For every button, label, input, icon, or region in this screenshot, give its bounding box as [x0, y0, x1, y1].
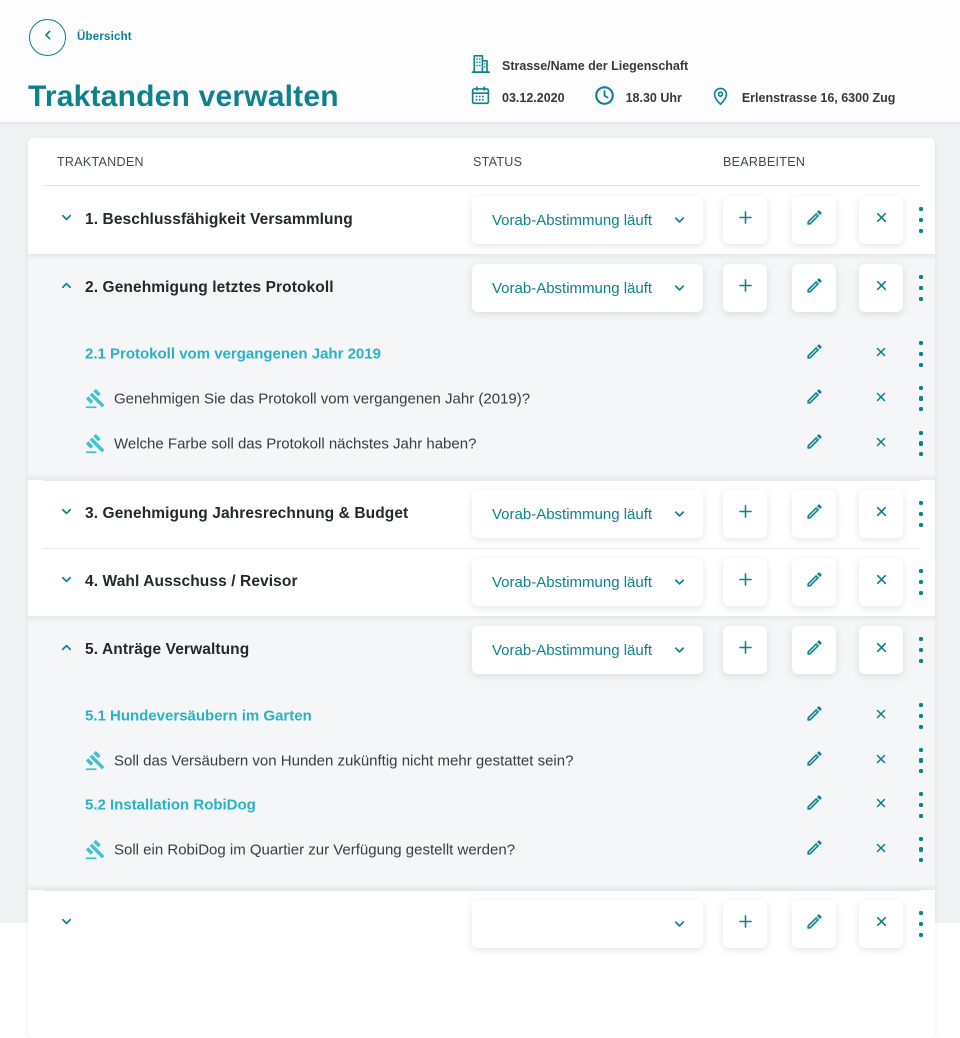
delete-button[interactable]	[859, 196, 903, 244]
delete-button[interactable]	[859, 828, 903, 872]
agenda-table-card	[28, 138, 935, 1038]
agenda-item-title: 2. Genehmigung letztes Protokoll	[85, 279, 334, 296]
chevron-down-icon	[672, 507, 687, 522]
more-options-button[interactable]	[914, 501, 928, 527]
sub-item-row	[28, 332, 935, 376]
close-icon	[875, 841, 887, 859]
question-text: Welche Farbe soll das Protokoll nächstes Jahr haben?	[114, 435, 477, 452]
question-text: Soll das Versäubern von Hunden zukünftig nicht mehr gestattet sein?	[114, 752, 574, 769]
sub-item-title: 2.1 Protokoll vom vergangenen Jahr 2019	[85, 345, 381, 363]
close-icon	[875, 345, 887, 363]
status-value: Vorab-Abstimmung läuft	[492, 573, 653, 591]
question-row	[28, 376, 935, 421]
delete-button[interactable]	[859, 490, 903, 538]
edit-button[interactable]	[792, 196, 836, 244]
delete-button[interactable]	[859, 626, 903, 674]
delete-button[interactable]	[859, 783, 903, 827]
sub-item-list	[28, 322, 935, 480]
expander-expand-button[interactable]	[55, 503, 77, 525]
close-icon	[875, 390, 887, 408]
sub-item-list	[28, 684, 935, 890]
more-options-button[interactable]	[914, 569, 928, 595]
close-icon	[875, 707, 887, 725]
property-label: Strasse/Name der Liegenschaft	[502, 59, 689, 73]
chevron-down-icon	[672, 917, 687, 932]
column-header-status: STATUS	[473, 155, 523, 169]
agenda-item-title: 4. Wahl Ausschuss / Revisor	[85, 573, 298, 590]
chevron-down-icon	[59, 504, 74, 524]
more-options-button[interactable]	[914, 275, 928, 301]
question-text: Soll ein RobiDog im Quartier zur Verfügung gestellt werden?	[114, 841, 516, 858]
close-icon	[875, 573, 888, 591]
chevron-down-icon	[672, 213, 687, 228]
expanded-agenda-group	[28, 254, 935, 480]
more-options-button[interactable]	[914, 386, 928, 412]
close-icon	[875, 752, 887, 770]
more-options-button[interactable]	[914, 207, 928, 233]
edit-button[interactable]	[792, 626, 836, 674]
agenda-row	[28, 186, 935, 254]
question-row	[28, 738, 935, 783]
status-dropdown[interactable]	[472, 558, 703, 606]
gavel-icon	[84, 433, 106, 455]
pencil-icon	[805, 638, 824, 662]
delete-button[interactable]	[859, 694, 903, 738]
expanded-agenda-group	[28, 616, 935, 890]
more-options-button[interactable]	[914, 431, 928, 457]
close-icon	[875, 915, 888, 933]
expander-expand-button[interactable]	[55, 571, 77, 593]
clock-icon	[592, 86, 617, 111]
pencil-icon	[805, 276, 824, 300]
more-options-button[interactable]	[914, 748, 928, 774]
add-subitem-button[interactable]	[723, 900, 767, 948]
status-dropdown[interactable]	[472, 264, 703, 312]
chevron-left-icon	[40, 27, 56, 48]
agenda-item-title: 1. Beschlussfähigkeit Versammlung	[85, 211, 353, 228]
more-options-button[interactable]	[914, 792, 928, 818]
agenda-rows	[28, 186, 935, 958]
gavel-icon	[84, 839, 106, 861]
edit-button[interactable]	[792, 490, 836, 538]
edit-button[interactable]	[792, 264, 836, 312]
meeting-meta	[468, 52, 895, 112]
delete-button[interactable]	[859, 332, 903, 376]
expander-expand-button[interactable]	[55, 913, 77, 935]
question-text: Genehmigen Sie das Protokoll vom vergangenen Jahr (2019)?	[114, 390, 531, 407]
pencil-icon	[805, 570, 824, 594]
chevron-down-icon	[672, 575, 687, 590]
plus-icon	[736, 570, 755, 594]
add-subitem-button[interactable]	[723, 490, 767, 538]
agenda-row	[28, 254, 935, 322]
chevron-down-icon	[59, 572, 74, 592]
chevron-down-icon	[672, 281, 687, 296]
close-icon	[875, 211, 888, 229]
expander-collapse-button[interactable]	[55, 639, 77, 661]
add-subitem-button[interactable]	[723, 558, 767, 606]
edit-button[interactable]	[792, 694, 836, 738]
more-options-button[interactable]	[914, 341, 928, 367]
plus-icon	[736, 638, 755, 662]
back-link[interactable]: Übersicht	[77, 31, 132, 43]
column-header-bearbeiten: BEARBEITEN	[723, 155, 806, 169]
agenda-item-title: 5. Anträge Verwaltung	[85, 641, 250, 658]
pencil-icon	[805, 342, 824, 366]
chevron-down-icon	[59, 914, 74, 934]
more-options-button[interactable]	[914, 911, 928, 937]
status-value: Vorab-Abstimmung läuft	[492, 211, 653, 229]
pencil-icon	[805, 208, 824, 232]
status-value: Vorab-Abstimmung läuft	[492, 641, 653, 659]
building-icon	[468, 54, 493, 79]
pencil-icon	[805, 704, 824, 728]
add-subitem-button[interactable]	[723, 196, 767, 244]
pencil-icon	[805, 387, 824, 411]
plus-icon	[736, 502, 755, 526]
back-button[interactable]	[29, 19, 66, 56]
more-options-button[interactable]	[914, 703, 928, 729]
delete-button[interactable]	[859, 264, 903, 312]
chevron-up-icon	[59, 640, 74, 660]
close-icon	[875, 641, 888, 659]
calendar-icon	[468, 86, 493, 111]
edit-button[interactable]	[792, 377, 836, 421]
sub-item-row	[28, 694, 935, 738]
pencil-icon	[805, 749, 824, 773]
status-value: Vorab-Abstimmung läuft	[492, 505, 653, 523]
question-row	[28, 827, 935, 872]
add-subitem-button[interactable]	[723, 264, 767, 312]
page-title: Traktanden verwalten	[28, 80, 339, 113]
delete-button[interactable]	[859, 558, 903, 606]
edit-button[interactable]	[792, 739, 836, 783]
agenda-row	[28, 548, 935, 616]
status-dropdown[interactable]	[472, 626, 703, 674]
sub-item-title: 5.1 Hundeversäubern im Garten	[85, 707, 312, 725]
delete-button[interactable]	[859, 900, 903, 948]
agenda-row	[28, 616, 935, 684]
add-subitem-button[interactable]	[723, 626, 767, 674]
chevron-down-icon	[672, 643, 687, 658]
agenda-row	[28, 480, 935, 548]
question-row	[28, 421, 935, 466]
table-header-row	[28, 138, 935, 186]
status-value: Vorab-Abstimmung läuft	[492, 279, 653, 297]
column-header-traktanden: TRAKTANDEN	[57, 155, 144, 169]
delete-button[interactable]	[859, 739, 903, 783]
pencil-icon	[805, 912, 824, 936]
delete-button[interactable]	[859, 422, 903, 466]
status-dropdown[interactable]	[472, 490, 703, 538]
plus-icon	[736, 912, 755, 936]
more-options-button[interactable]	[914, 637, 928, 663]
chevron-down-icon	[59, 210, 74, 230]
plus-icon	[736, 208, 755, 232]
plus-icon	[736, 276, 755, 300]
pencil-icon	[805, 793, 824, 817]
expander-collapse-button[interactable]	[55, 277, 77, 299]
edit-button[interactable]	[792, 783, 836, 827]
status-dropdown[interactable]	[472, 196, 703, 244]
agenda-row	[28, 890, 935, 958]
sub-item-title: 5.2 Installation RobiDog	[85, 796, 256, 814]
status-dropdown[interactable]	[472, 900, 703, 948]
edit-button[interactable]	[792, 422, 836, 466]
content-area	[0, 122, 960, 923]
meeting-address: Erlenstrasse 16, 6300 Zug	[708, 86, 896, 111]
pencil-icon	[805, 432, 824, 456]
edit-button[interactable]	[792, 332, 836, 376]
gavel-icon	[84, 750, 106, 772]
gavel-icon	[84, 388, 106, 410]
edit-button[interactable]	[792, 828, 836, 872]
close-icon	[875, 279, 888, 297]
location-pin-icon	[708, 86, 733, 111]
page-header	[0, 0, 960, 122]
more-options-button[interactable]	[914, 837, 928, 863]
edit-button[interactable]	[792, 558, 836, 606]
delete-button[interactable]	[859, 377, 903, 421]
close-icon	[875, 796, 887, 814]
meeting-time: 18.30 Uhr	[592, 86, 682, 111]
close-icon	[875, 435, 887, 453]
close-icon	[875, 505, 888, 523]
sub-item-row	[28, 783, 935, 827]
agenda-item-title: 3. Genehmigung Jahresrechnung & Budget	[85, 505, 409, 522]
expander-expand-button[interactable]	[55, 209, 77, 231]
chevron-up-icon	[59, 278, 74, 298]
edit-button[interactable]	[792, 900, 836, 948]
pencil-icon	[805, 838, 824, 862]
meeting-date: 03.12.2020	[468, 86, 565, 111]
pencil-icon	[805, 502, 824, 526]
